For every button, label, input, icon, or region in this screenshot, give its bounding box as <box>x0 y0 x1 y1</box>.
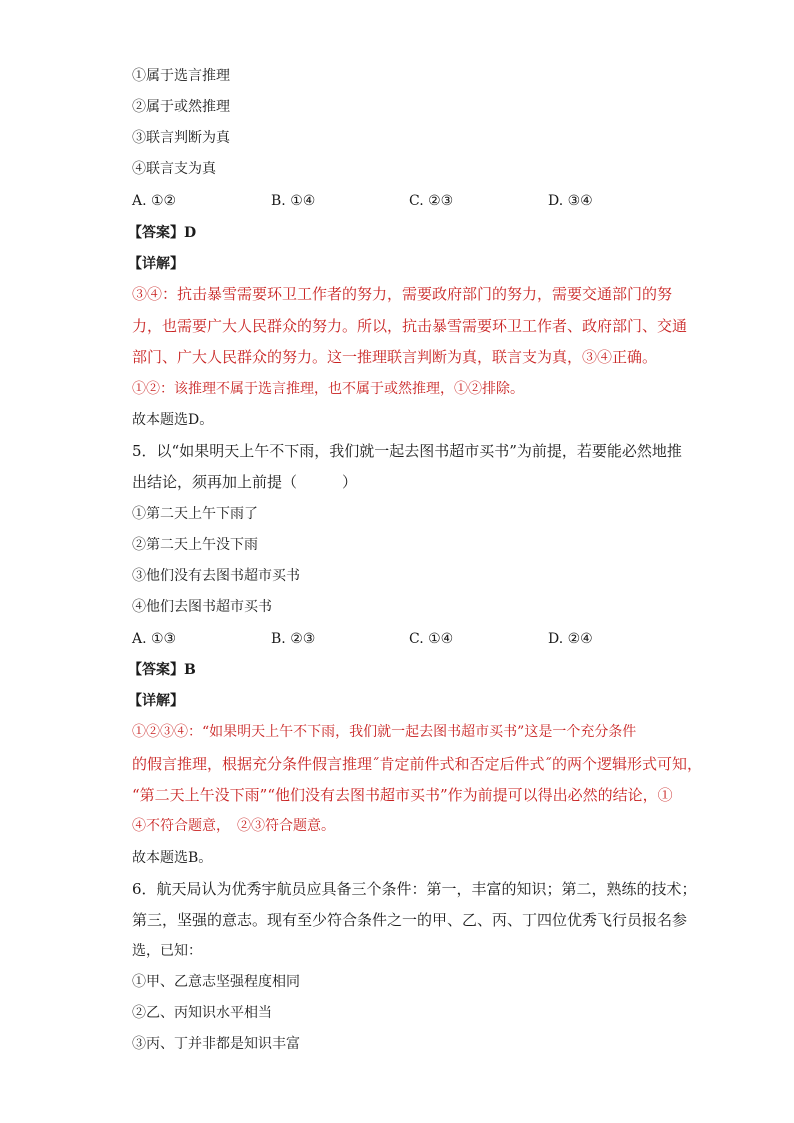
q6-stem-line-2: 第三，坚强的意志。现有至少符合条件之一的甲、乙、丙、丁四位优秀飞行员报名参 <box>132 911 688 929</box>
q4-detail-line-3: 部门、广大人民群众的努力。这一推理联言判断为真，联言支为真，③④正确。 <box>132 348 658 366</box>
q5-item-2: ②第二天上午没下雨 <box>132 537 258 553</box>
q6-stem-line-3: 选，已知： <box>132 943 202 959</box>
q5-detail-line-2: 的假言推理，根据充分条件假言推理˝肯定前件式和否定后件式˝的两个逻辑形式可知， <box>132 755 703 773</box>
q4-option-c: C. ②③ <box>409 193 454 209</box>
q5-item-4: ④他们去图书超市买书 <box>132 599 272 615</box>
q5-detail-label: 【详解】 <box>128 693 184 709</box>
q4-option-b: B. ①④ <box>271 193 316 209</box>
q4-option-a: A. ①② <box>132 193 177 209</box>
q6-stem-line-1: 6．航天局认为优秀宇航员应具备三个条件：第一，丰富的知识；第二，熟练的技术； <box>132 880 697 898</box>
q4-detail-label: 【详解】 <box>128 256 184 272</box>
q4-option-d: D. ③④ <box>548 193 593 209</box>
q5-detail-line-3: “第二天上午没下雨”“他们没有去图书超市买书”作为前提可以得出必然的结论，① <box>132 786 673 804</box>
q4-answer: 【答案】D <box>128 225 197 241</box>
q6-item-2: ②乙、丙知识水平相当 <box>132 1005 272 1021</box>
q5-answer: 【答案】B <box>128 662 196 678</box>
q5-detail-line-4: ④不符合题意， ②③符合题意。 <box>132 818 335 834</box>
q5-detail-line-1: ①②③④：“如果明天上午不下雨，我们就一起去图书超市买书”这是一个充分条件 <box>132 724 637 740</box>
q5-option-d: D. ②④ <box>548 631 593 647</box>
q4-detail-line-1: ③④：抗击暴雪需要环卫工作者的努力，需要政府部门的努力，需要交通部门的努 <box>132 285 673 303</box>
q4-item-4: ④联言支为真 <box>132 161 216 177</box>
q5-option-a: A. ①③ <box>132 631 177 647</box>
q4-detail-line-2: 力，也需要广大人民群众的努力。所以，抗击暴雪需要环卫工作者、政府部门、交通 <box>132 317 688 335</box>
q5-option-c: C. ①④ <box>409 631 454 647</box>
q6-item-3: ③丙、丁并非都是知识丰富 <box>132 1036 300 1052</box>
q6-item-1: ①甲、乙意志坚强程度相同 <box>132 974 300 990</box>
q4-item-1: ①属于选言推理 <box>132 68 230 84</box>
q5-stem-line-1: 5．以“如果明天上午不下雨，我们就一起去图书超市买书”为前提，若要能必然地推 <box>132 442 682 460</box>
q5-option-b: B. ②③ <box>271 631 316 647</box>
q4-item-2: ②属于或然推理 <box>132 99 230 115</box>
q4-conclusion: 故本题选D。 <box>132 412 214 428</box>
q5-stem-line-2: 出结论，须再加上前提（ ） <box>132 473 358 491</box>
q5-conclusion: 故本题选B。 <box>132 850 213 866</box>
q4-detail-line-4: ①②：该推理不属于选言推理，也不属于或然推理，①②排除。 <box>132 381 524 397</box>
q5-item-3: ③他们没有去图书超市买书 <box>132 568 300 584</box>
q4-item-3: ③联言判断为真 <box>132 130 230 146</box>
q5-item-1: ①第二天上午下雨了 <box>132 506 258 522</box>
